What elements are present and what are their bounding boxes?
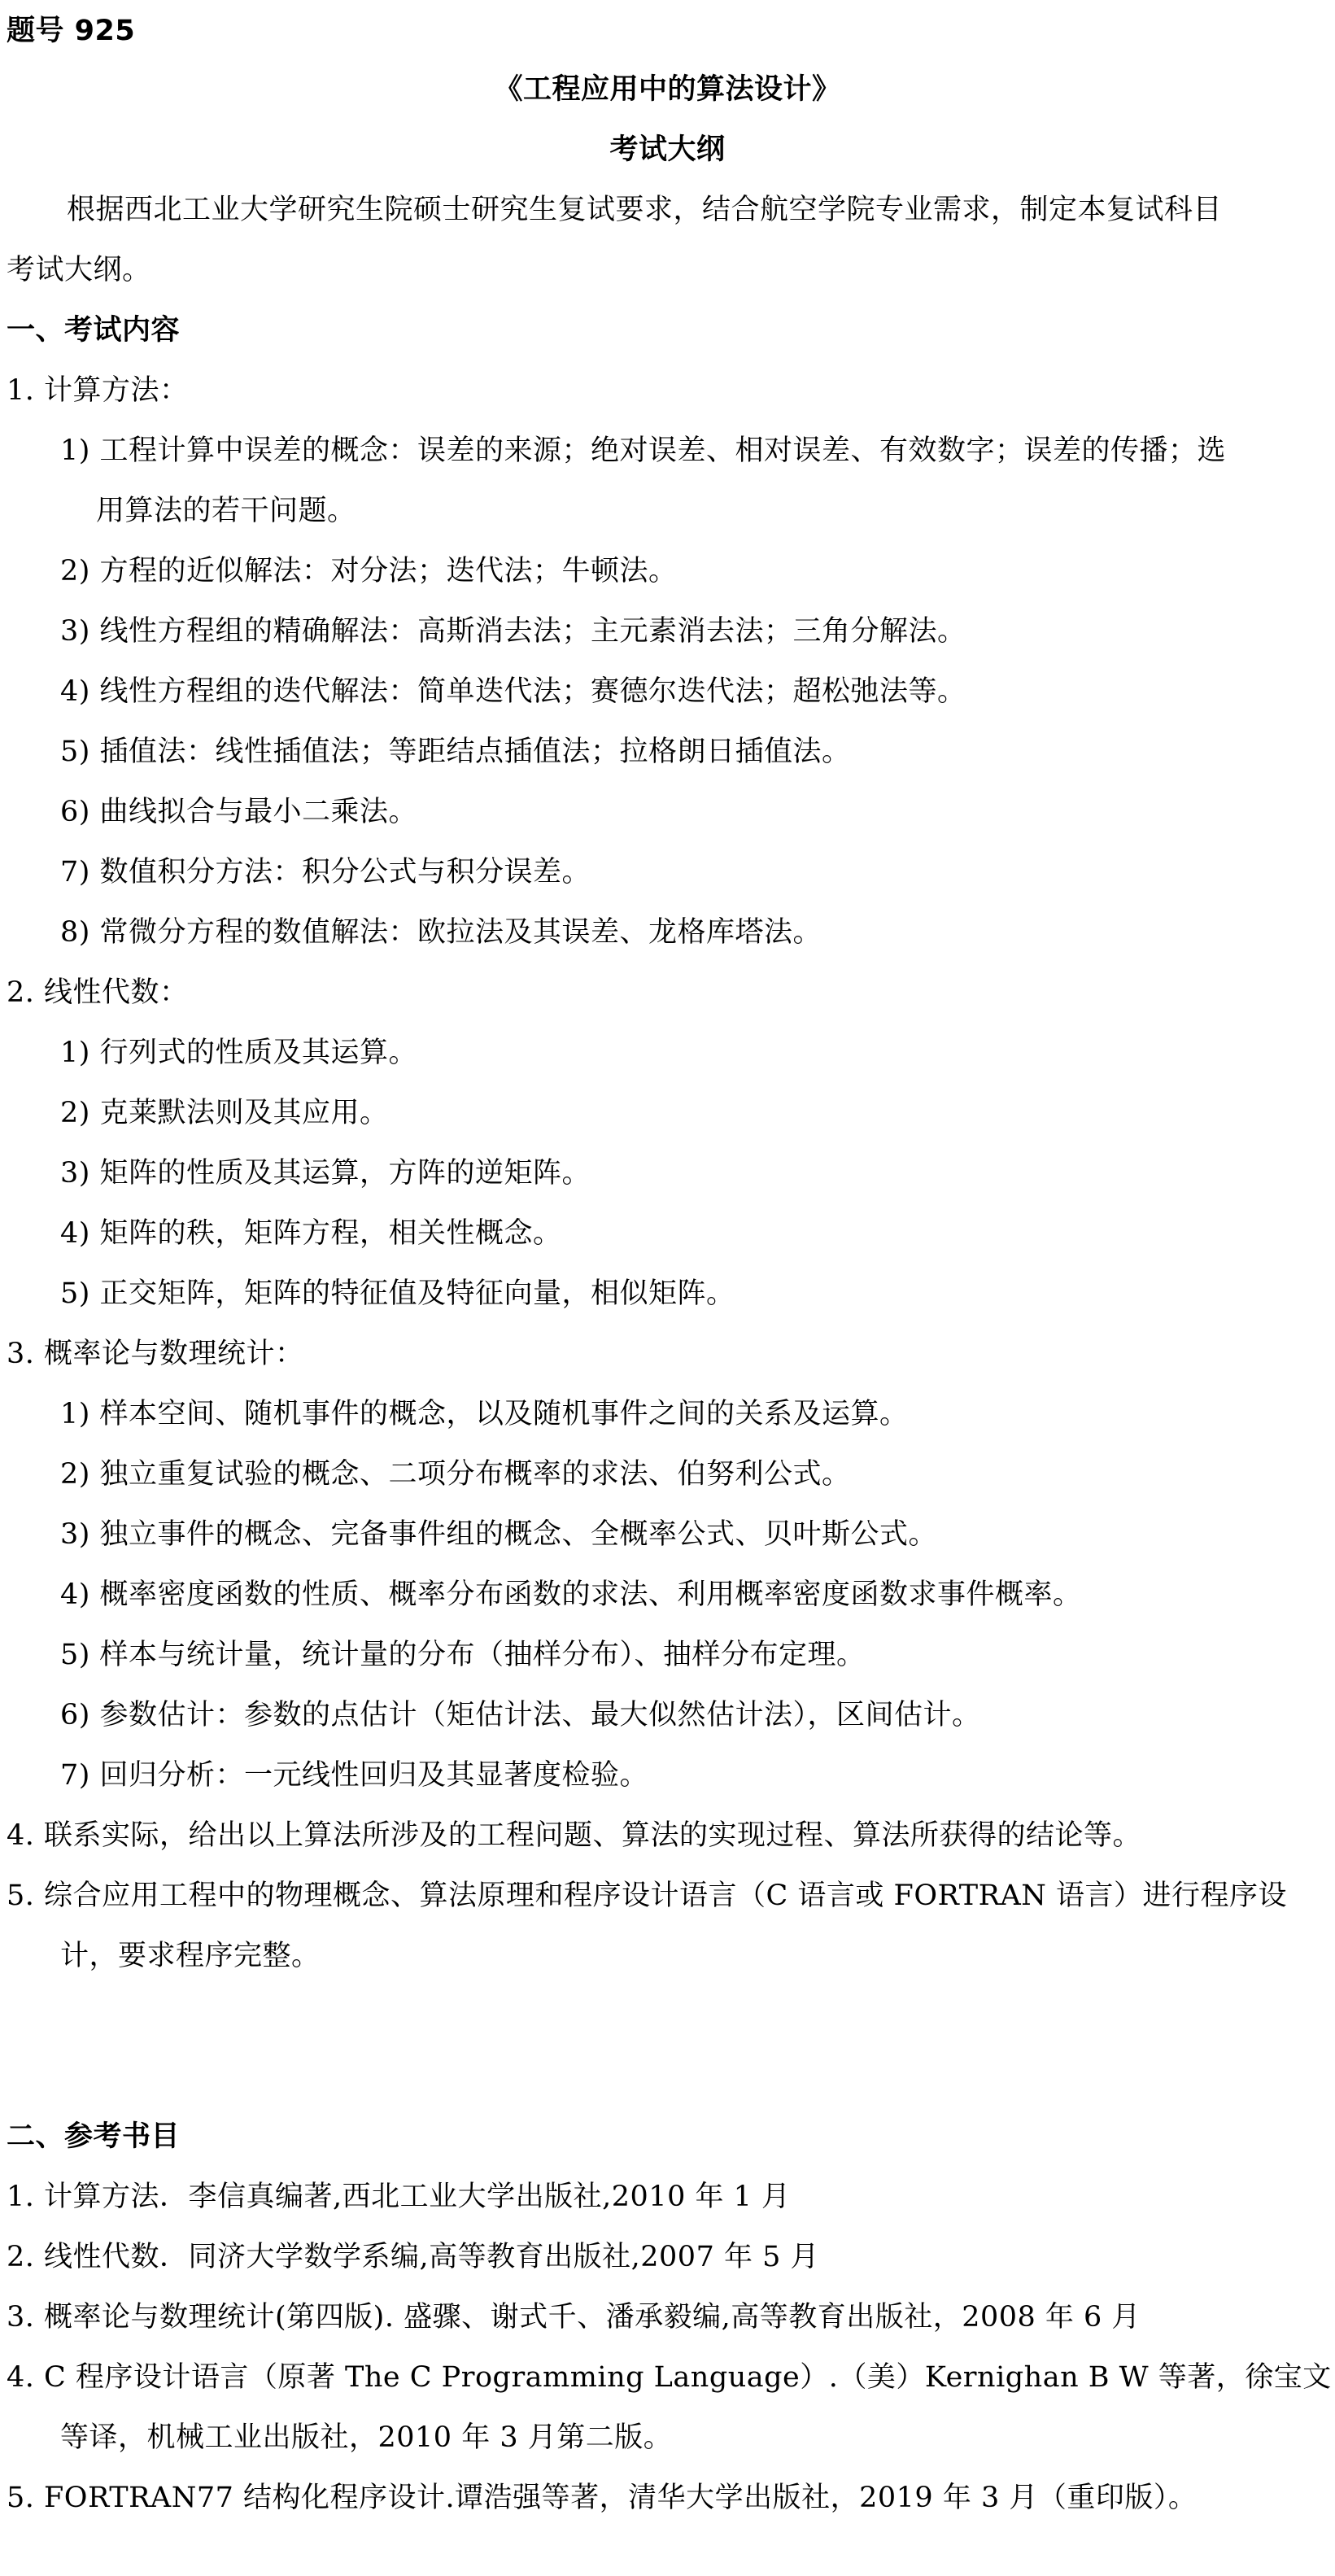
section-heading-references: 二、参考书目 — [7, 2120, 181, 2153]
topic-heading: 3. 概率论与数理统计： — [7, 1338, 304, 1370]
list-item: 5) 插值法：线性插值法；等距结点插值法；拉格朗日插值法。 — [60, 736, 851, 768]
topic-heading: 2. 线性代数： — [7, 976, 189, 1009]
topic-heading: 4. 联系实际，给出以上算法所涉及的工程问题、算法的实现过程、算法所获得的结论等。 — [7, 1819, 1142, 1852]
reference-item: 4. C 程序设计语言（原著 The C Programming Language）.（美）Kernighan B W 等著，徐宝文 — [7, 2361, 1332, 2394]
list-item: 3) 线性方程组的精确解法：高斯消去法；主元素消去法；三角分解法。 — [60, 615, 966, 648]
list-item: 2) 方程的近似解法：对分法；迭代法；牛顿法。 — [60, 555, 678, 587]
question-number: 题号 925 — [7, 15, 136, 47]
list-item: 1) 行列式的性质及其运算。 — [60, 1037, 418, 1069]
topic-heading: 5. 综合应用工程中的物理概念、算法原理和程序设计语言（C 语言或 FORTRAN 语言）进行程序设 — [7, 1880, 1287, 1912]
reference-item: 2. 线性代数．同济大学数学系编,高等教育出版社,2007 年 5 月 — [7, 2241, 819, 2273]
list-item: 7) 数值积分方法：积分公式与积分误差。 — [60, 856, 591, 889]
document-title: 《工程应用中的算法设计》 — [494, 73, 841, 106]
section-heading-exam-content: 一、考试内容 — [7, 314, 181, 347]
list-item: 4) 概率密度函数的性质、概率分布函数的求法、利用概率密度函数求事件概率。 — [60, 1578, 1082, 1611]
reference-item: 3. 概率论与数理统计(第四版). 盛骤、谢式千、潘承毅编,高等教育出版社，2008 年 6 月 — [7, 2301, 1141, 2334]
intro-paragraph-line-1: 根据西北工业大学研究生院硕士研究生复试要求，结合航空学院专业需求，制定本复试科目 — [67, 194, 1223, 226]
list-item: 2) 克莱默法则及其应用。 — [60, 1097, 389, 1129]
list-item: 6) 曲线拟合与最小二乘法。 — [60, 796, 418, 828]
list-item: 1) 工程计算中误差的概念：误差的来源；绝对误差、相对误差、有效数字；误差的传播；选 — [60, 434, 1227, 467]
reference-item: 5. FORTRAN77 结构化程序设计.谭浩强等著，清华大学出版社，2019 年 3 月（重印版）。 — [7, 2482, 1198, 2514]
list-item: 7) 回归分析：一元线性回归及其显著度检验。 — [60, 1759, 649, 1792]
list-item: 8) 常微分方程的数值解法：欧拉法及其误差、龙格库塔法。 — [60, 916, 822, 949]
list-item: 2) 独立重复试验的概念、二项分布概率的求法、伯努利公式。 — [60, 1458, 851, 1491]
list-item: 1) 样本空间、随机事件的概念，以及随机事件之间的关系及运算。 — [60, 1398, 909, 1430]
list-item: 3) 独立事件的概念、完备事件组的概念、全概率公式、贝叶斯公式。 — [60, 1518, 938, 1551]
document-subtitle: 考试大纲 — [609, 133, 726, 166]
topic-heading: 1. 计算方法： — [7, 374, 189, 407]
list-item: 4) 线性方程组的迭代解法：简单迭代法；赛德尔迭代法；超松弛法等。 — [60, 675, 966, 708]
list-item: 5) 样本与统计量，统计量的分布（抽样分布）、抽样分布定理。 — [60, 1639, 866, 1671]
list-item: 6) 参数估计：参数的点估计（矩估计法、最大似然估计法），区间估计。 — [60, 1699, 981, 1731]
reference-item-continuation: 等译，机械工业出版社，2010 年 3 月第二版。 — [60, 2421, 673, 2454]
topic-continuation: 计，要求程序完整。 — [60, 1940, 321, 1972]
list-item: 5) 正交矩阵，矩阵的特征值及特征向量，相似矩阵。 — [60, 1277, 735, 1310]
intro-paragraph-line-2: 考试大纲。 — [7, 254, 151, 286]
list-item-continuation: 用算法的若干问题。 — [96, 495, 356, 527]
list-item: 3) 矩阵的性质及其运算，方阵的逆矩阵。 — [60, 1157, 591, 1190]
reference-item: 1. 计算方法．李信真编著,西北工业大学出版社,2010 年 1 月 — [7, 2181, 791, 2213]
list-item: 4) 矩阵的秩，矩阵方程，相关性概念。 — [60, 1217, 562, 1250]
